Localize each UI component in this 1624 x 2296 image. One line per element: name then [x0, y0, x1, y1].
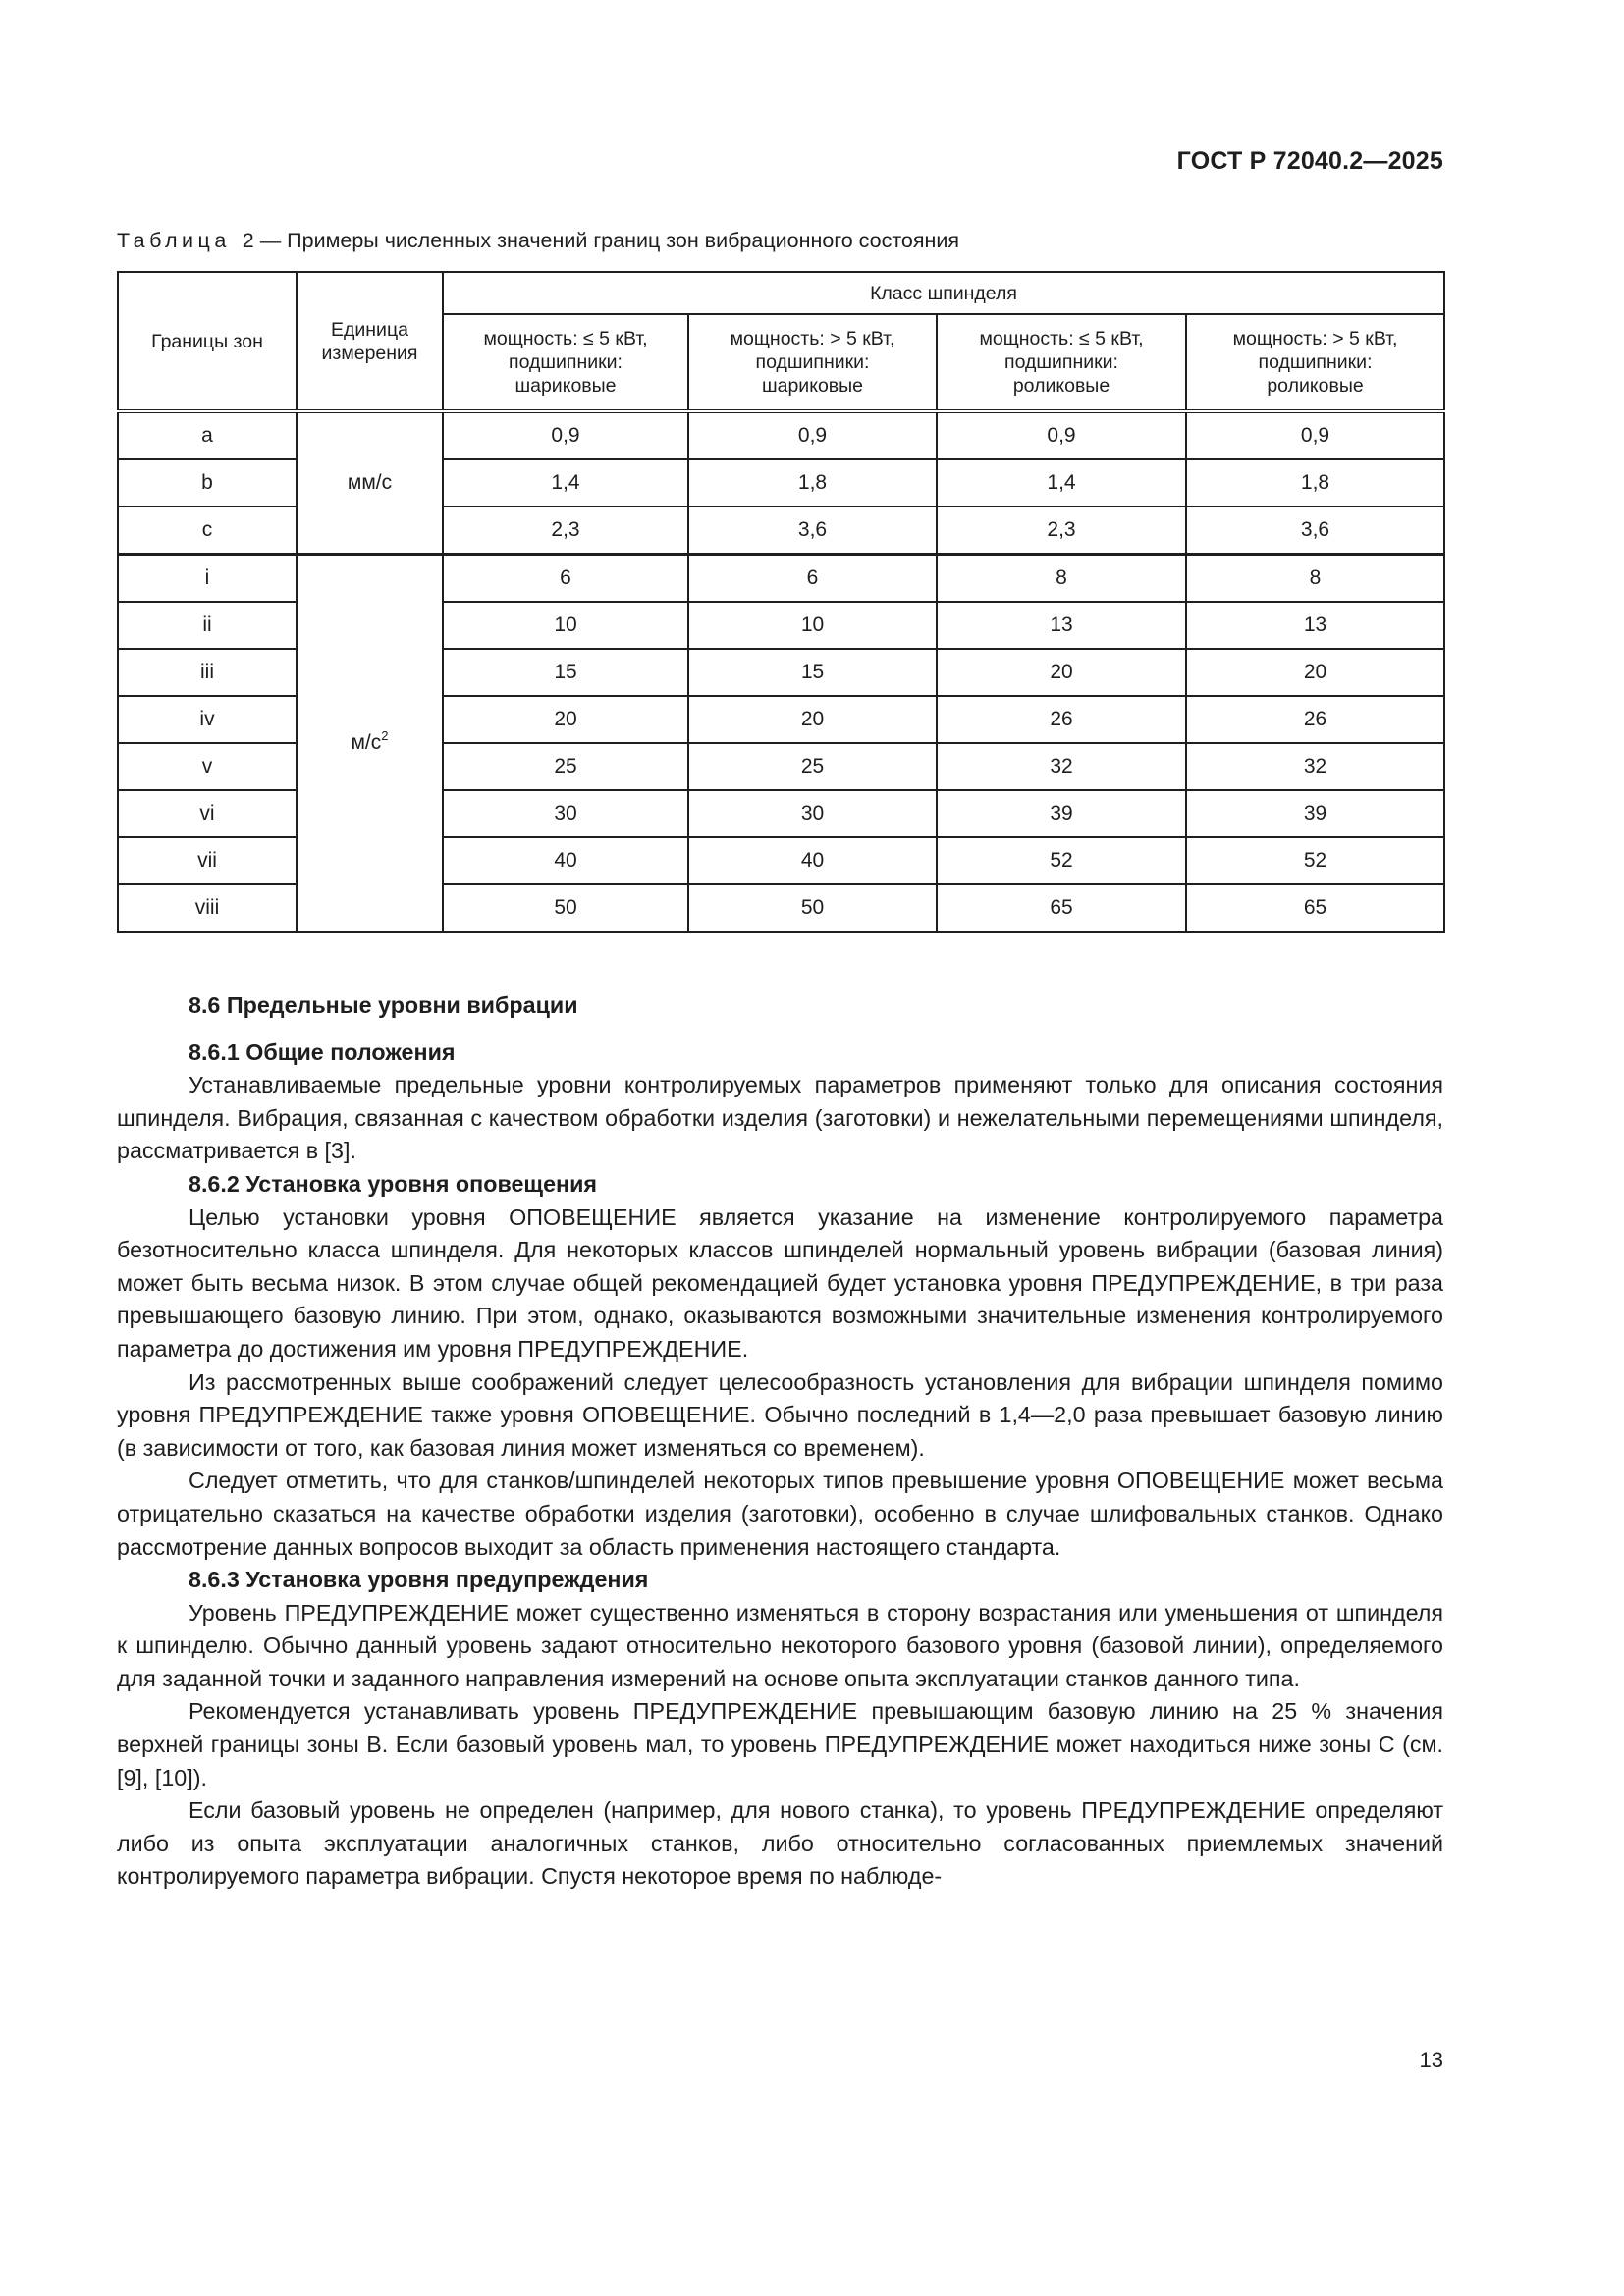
- zone-cell: iii: [118, 649, 297, 696]
- zone-cell: viii: [118, 884, 297, 932]
- value-cell: 13: [1186, 602, 1444, 649]
- zone-cell: vi: [118, 790, 297, 837]
- col-header-class-4: мощность: > 5 кВт, подшипники: роликовые: [1186, 314, 1444, 411]
- vibration-zones-table: [117, 271, 1445, 933]
- paragraph: Устанавливаемые предельные уровни контролируемых параметров применяют только для описания состояния шпинделя. Вибрация, связанная с качеством обработки изделия (заготовки) и нежелательными перемещениями шпинделя, рассматривается в [3].: [117, 1072, 1443, 1164]
- col-header-class-1: мощность: ≤ 5 кВт, подшипники: шариковые: [443, 314, 688, 411]
- table-caption-label: Таблица: [117, 229, 231, 252]
- table-caption-text: 2 — Примеры численных значений границ зон вибрационного состояния: [242, 229, 960, 252]
- zone-cell: v: [118, 743, 297, 790]
- value-cell: 1,8: [1186, 459, 1444, 507]
- value-cell: 2,3: [937, 507, 1186, 555]
- col-header-class-3: мощность: ≤ 5 кВт, подшипники: роликовые: [937, 314, 1186, 411]
- zone-cell: c: [118, 507, 297, 555]
- value-cell: 15: [688, 649, 937, 696]
- value-cell: 3,6: [688, 507, 937, 555]
- paragraph: Уровень ПРЕДУПРЕЖДЕНИЕ может существенно изменяться в сторону возрастания или уменьшения от шпинделя к шпинделю. Обычно данный уровень задают относительно некоторого базового уровня (базовой линии), определяемого для заданной точки и заданного направления измерений на основе опыта эксплуатации станков данного типа.: [117, 1599, 1443, 1691]
- table-caption: [117, 229, 959, 253]
- col-header-zone: Границы зон: [118, 272, 297, 411]
- zone-cell: i: [118, 555, 297, 603]
- value-cell: 13: [937, 602, 1186, 649]
- col-header-class-2: мощность: > 5 кВт, подшипники: шариковые: [688, 314, 937, 411]
- value-cell: 20: [688, 696, 937, 743]
- value-cell: 0,9: [688, 411, 937, 459]
- value-cell: 26: [937, 696, 1186, 743]
- value-cell: 0,9: [1186, 411, 1444, 459]
- paragraph: Из рассмотренных выше соображений следует целесообразность установления для вибрации шпинделя помимо уровня ПРЕДУПРЕЖДЕНИЕ также уровня ОПОВЕЩЕНИЕ. Обычно последний в 1,4—2,0 раза превышает базовую линию (в зависимости от того, как базовая линия может изменяться со временем).: [117, 1368, 1443, 1461]
- unit-cell-acceleration: $м/с^2$: [297, 555, 443, 933]
- value-cell: 1,8: [688, 459, 937, 507]
- value-cell: 1,4: [937, 459, 1186, 507]
- zone-cell: b: [118, 459, 297, 507]
- zone-cell: iv: [118, 696, 297, 743]
- value-cell: 8: [1186, 555, 1444, 603]
- value-cell: 50: [688, 884, 937, 932]
- value-cell: 26: [1186, 696, 1444, 743]
- value-cell: 1,4: [443, 459, 688, 507]
- value-cell: 10: [688, 602, 937, 649]
- page-number: 13: [1419, 2048, 1443, 2072]
- value-cell: 40: [688, 837, 937, 884]
- zone-cell: vii: [118, 837, 297, 884]
- value-cell: 52: [1186, 837, 1444, 884]
- value-cell: 0,9: [443, 411, 688, 459]
- value-cell: 0,9: [937, 411, 1186, 459]
- col-header-spindle-class: Класс шпинделя: [443, 272, 1444, 314]
- document-designation: ГОСТ Р 72040.2—2025: [1176, 147, 1443, 175]
- value-cell: 25: [443, 743, 688, 790]
- paragraph: Рекомендуется устанавливать уровень ПРЕДУПРЕЖДЕНИЕ превышающим базовую линию на 25 % значения верхней границы зоны В. Если базовый уровень мал, то уровень ПРЕДУПРЕЖДЕНИЕ может находиться ниже зоны С (см. [9], [10]).: [117, 1698, 1443, 1790]
- value-cell: 32: [1186, 743, 1444, 790]
- section-heading-8-6-2: 8.6.2 Установка уровня оповещения: [189, 1170, 598, 1197]
- table-row: [118, 555, 1444, 603]
- section-heading-8-6-1: 8.6.1 Общие положения: [189, 1039, 456, 1065]
- zone-cell: a: [118, 411, 297, 459]
- paragraph: Если базовый уровень не определен (например, для нового станка), то уровень ПРЕДУПРЕЖДЕНИЕ определяют либо из опыта эксплуатации аналогичных станков, либо относительно согласованных приемлемых значений контролируемого параметра вибрации. Спустя некоторое время по наблюде-: [117, 1797, 1443, 1890]
- value-cell: 2,3: [443, 507, 688, 555]
- value-cell: 65: [937, 884, 1186, 932]
- table-row: [118, 411, 1444, 459]
- value-cell: 50: [443, 884, 688, 932]
- value-cell: 65: [1186, 884, 1444, 932]
- value-cell: 3,6: [1186, 507, 1444, 555]
- value-cell: 15: [443, 649, 688, 696]
- zone-cell: ii: [118, 602, 297, 649]
- value-cell: 52: [937, 837, 1186, 884]
- value-cell: 20: [937, 649, 1186, 696]
- value-cell: 39: [1186, 790, 1444, 837]
- value-cell: 10: [443, 602, 688, 649]
- unit-cell-velocity: мм/с: [297, 411, 443, 555]
- value-cell: 8: [937, 555, 1186, 603]
- paragraph: Целью установки уровня ОПОВЕЩЕНИЕ является указание на изменение контролируемого параметра безотносительно класса шпинделя. Для некоторых классов шпинделей нормальный уровень вибрации (базовая линия) может быть весьма низок. В этом случае общей рекомендацией будет установка уровня ПРЕДУПРЕЖДЕНИЕ, в три раза превышающего базовую линию. При этом, однако, оказываются возможными значительные изменения контролируемого параметра до достижения им уровня ПРЕДУПРЕЖДЕНИЕ.: [117, 1203, 1443, 1362]
- section-heading-8-6-3: 8.6.3 Установка уровня предупреждения: [189, 1567, 649, 1593]
- value-cell: 40: [443, 837, 688, 884]
- section-heading-8-6: 8.6 Предельные уровни вибрации: [189, 992, 578, 1018]
- value-cell: 20: [443, 696, 688, 743]
- document-body: [117, 989, 1443, 1894]
- value-cell: 30: [443, 790, 688, 837]
- value-cell: 30: [688, 790, 937, 837]
- table-header-row: [118, 272, 1444, 314]
- value-cell: 25: [688, 743, 937, 790]
- value-cell: 20: [1186, 649, 1444, 696]
- value-cell: 39: [937, 790, 1186, 837]
- col-header-unit: Единица измерения: [297, 272, 443, 411]
- value-cell: 32: [937, 743, 1186, 790]
- value-cell: 6: [688, 555, 937, 603]
- paragraph: Следует отметить, что для станков/шпинделей некоторых типов превышение уровня ОПОВЕЩЕНИЕ может весьма отрицательно сказаться на качестве обработки изделия (заготовки), особенно в случае шлифовальных станков. Однако рассмотрение данных вопросов выходит за область применения настоящего стандарта.: [117, 1468, 1443, 1560]
- value-cell: 6: [443, 555, 688, 603]
